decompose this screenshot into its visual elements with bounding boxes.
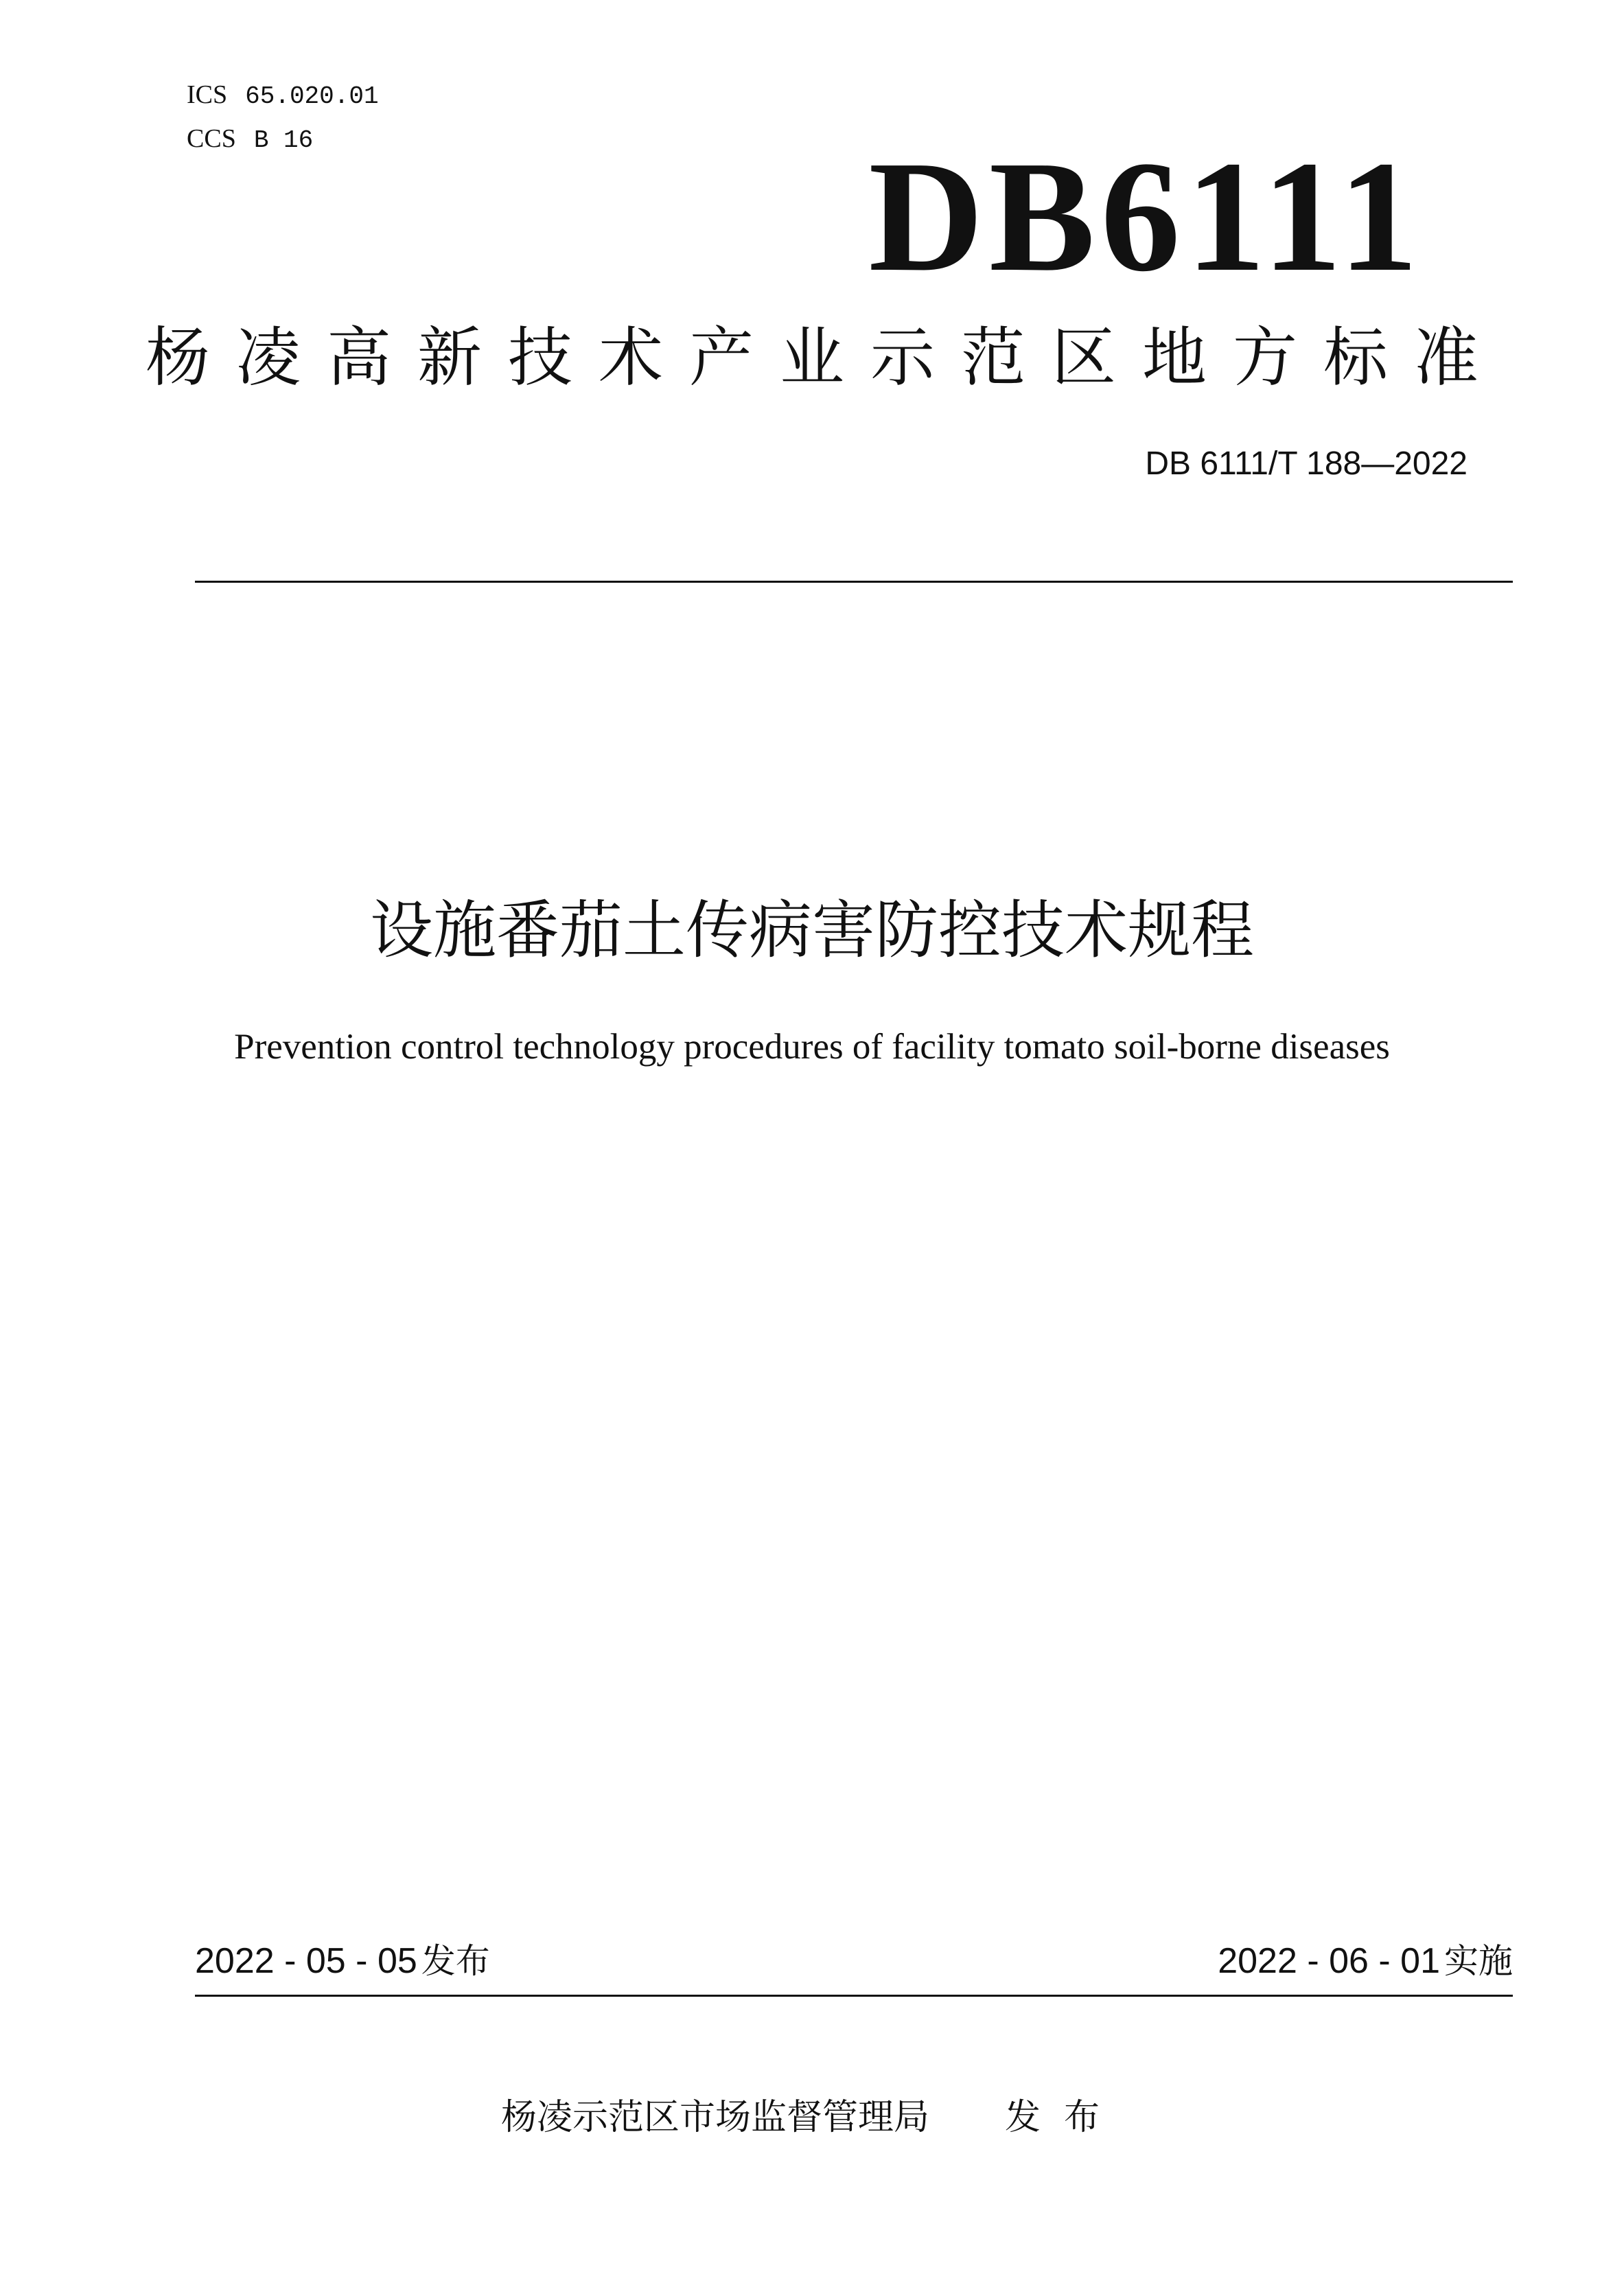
publisher-name: 杨凌示范区市场监督管理局 bbox=[500, 2097, 929, 2138]
issue-label: 发布 bbox=[421, 1941, 490, 1981]
document-code: DB6111 bbox=[868, 128, 1424, 305]
ics-label: ICS bbox=[187, 80, 228, 109]
document-title-chinese: 设施番茄土传病害防控技术规程 bbox=[369, 894, 1254, 967]
implementation-date bbox=[1218, 1937, 1513, 1985]
implementation-date-value: 2022 - 06 - 01 bbox=[1218, 1941, 1440, 1981]
document-title-english: Prevention control technology procedures of facility tomato soil-borne diseases bbox=[234, 1027, 1390, 1067]
ics-code: 65.020.01 bbox=[245, 82, 379, 111]
ccs-code: B 16 bbox=[253, 126, 314, 154]
implementation-label: 实施 bbox=[1444, 1941, 1513, 1981]
issue-date-value: 2022 - 05 - 05 bbox=[195, 1941, 417, 1981]
ics-classification bbox=[187, 78, 379, 113]
issue-date bbox=[195, 1937, 490, 1985]
ccs-classification bbox=[187, 122, 313, 157]
standard-number: DB 6111/T 188—2022 bbox=[1145, 445, 1468, 482]
standard-type-heading: 杨凌高新技术产业示范区地方标准 bbox=[145, 321, 1505, 395]
bottom-divider bbox=[195, 1995, 1513, 1997]
ccs-label: CCS bbox=[187, 124, 236, 153]
publisher-action: 发布 bbox=[1005, 2097, 1124, 2138]
publisher-line bbox=[0, 2094, 1624, 2142]
top-divider bbox=[195, 581, 1513, 583]
